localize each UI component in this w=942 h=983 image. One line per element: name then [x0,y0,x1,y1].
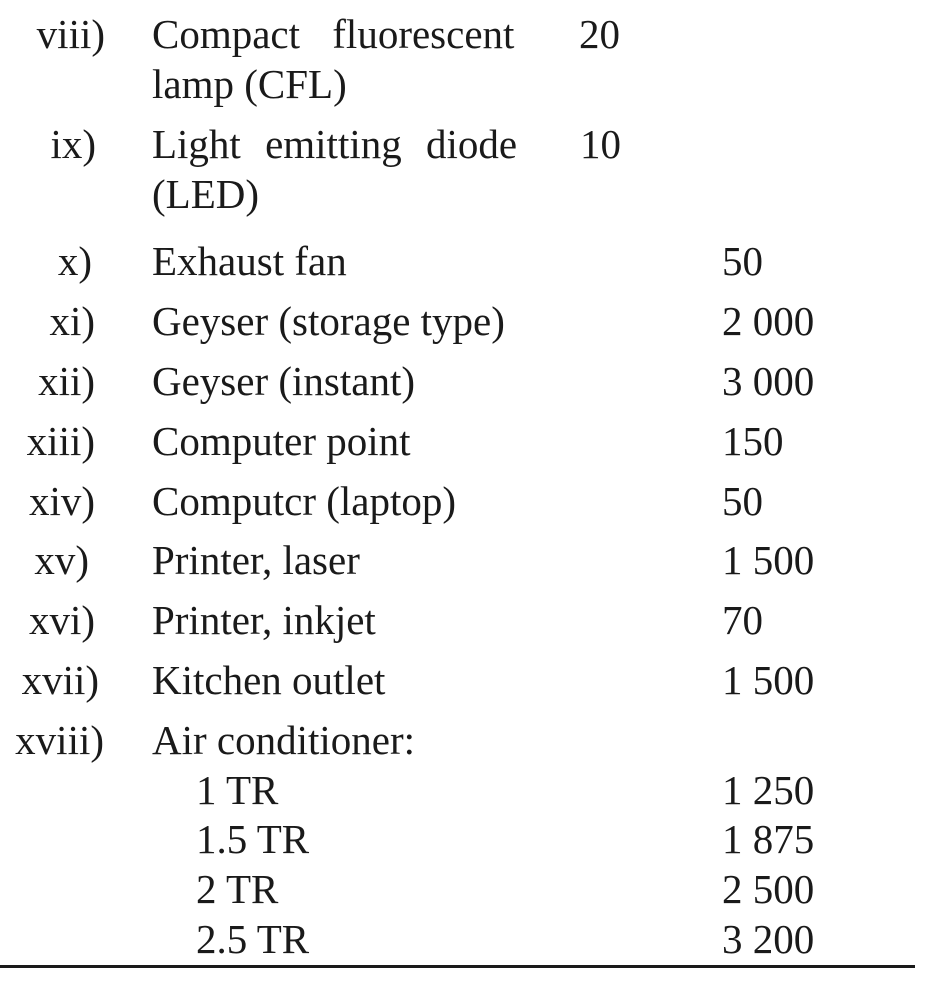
row-description: Printer, laser [152,537,360,583]
subrow-value: 2 500 [722,866,815,912]
row-number: xviii) [15,717,104,763]
row-number: xi) [49,298,95,344]
row-description-cont: (LED) [152,171,260,217]
row-description: Exhaust fan [152,238,347,284]
row-description: Light emitting diode [152,121,518,167]
row-description: Geyser (storage type) [152,298,505,344]
subrow-value: 3 200 [722,916,815,962]
row-description: Kitchen outlet [152,657,386,703]
row-description: Geyser (instant) [152,358,415,404]
row-value: 20 [579,11,620,57]
row-description: Computer point [152,418,411,464]
subrow-label: 1 TR [196,767,279,813]
row-number: xii) [38,358,95,404]
row-number: xvi) [28,597,95,643]
row-description-cont: lamp (CFL) [152,61,347,107]
subrow-value: 1 875 [722,816,815,862]
row-description: Printer, inkjet [152,597,376,643]
row-value: 150 [722,418,784,464]
subrow-label: 2 TR [196,866,279,912]
row-number: xv) [34,537,89,583]
row-value: 2 000 [722,298,815,344]
row-value: 1 500 [722,537,815,583]
row-description: Compact fluorescent [152,11,515,57]
row-number: xiii) [26,418,95,464]
table-bottom-rule [0,965,915,968]
row-description: Computcr (laptop) [152,478,457,524]
row-number: xiv) [28,478,95,524]
row-number: viii) [36,11,105,57]
row-number: xvii) [21,657,99,703]
row-number: x) [57,238,92,284]
row-value: 1 500 [722,657,815,703]
row-value: 50 [722,238,763,284]
subrow-value: 1 250 [722,767,815,813]
row-value: 10 [580,121,621,167]
row-value: 50 [722,478,763,524]
subrow-label: 2.5 TR [196,916,310,962]
subrow-label: 1.5 TR [196,816,310,862]
row-value: 70 [722,597,763,643]
row-description: Air conditioner: [152,717,416,763]
row-value: 3 000 [722,358,815,404]
row-number: ix) [50,121,96,167]
